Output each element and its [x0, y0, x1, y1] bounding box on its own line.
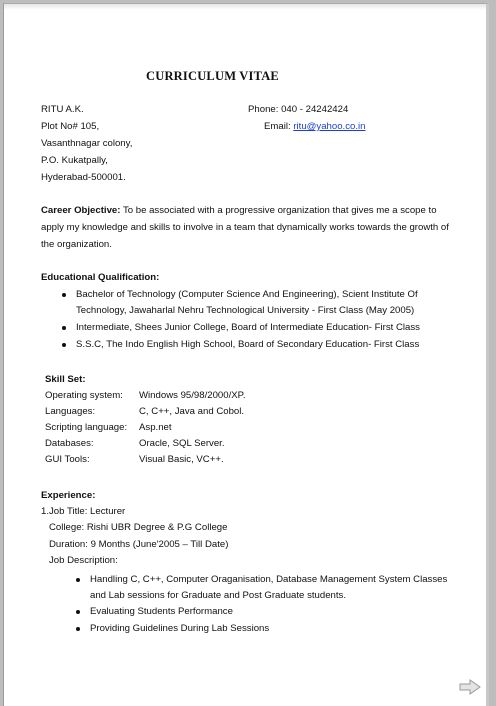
education-item: Intermediate, Shees Junior College, Board of Intermediate Education- First Class	[76, 322, 420, 333]
email-label: Email:	[264, 121, 291, 132]
address-line: P.O. Kukatpally,	[41, 155, 108, 166]
career-objective-text: To be associated with a progressive organization that gives me a scope to	[122, 205, 437, 216]
skill-value: Asp.net	[139, 422, 172, 433]
bullet-icon	[62, 343, 66, 347]
career-objective-text: apply my knowledge and skills to involve in a team that dynamically works towards the growth of	[41, 222, 449, 233]
skill-label: Databases:	[45, 438, 94, 449]
skills-heading: Skill Set:	[45, 374, 86, 385]
skill-value: C, C++, Java and Cobol.	[139, 406, 245, 417]
career-objective-line	[41, 203, 437, 220]
education-item: Bachelor of Technology (Computer Science And Engineering), Scient Institute Of	[76, 289, 418, 300]
job-duty: Evaluating Students Performance	[90, 606, 233, 617]
job-title: 1.Job Title: Lecturer	[41, 506, 126, 517]
bullet-icon	[62, 293, 66, 297]
bullet-icon	[76, 627, 80, 631]
skill-label: Languages:	[45, 406, 96, 417]
career-objective-label: Career Objective:	[41, 205, 121, 216]
skill-label: Scripting language:	[45, 422, 128, 433]
skill-value: Windows 95/98/2000/XP.	[139, 390, 246, 401]
phone: Phone: 040 - 24242424	[248, 104, 349, 115]
bullet-icon	[76, 610, 80, 614]
resume-page	[3, 3, 489, 706]
bullet-icon	[76, 578, 80, 582]
experience-heading: Experience:	[41, 490, 96, 501]
bullet-icon	[62, 326, 66, 330]
job-description-label: Job Description:	[49, 555, 118, 566]
page-title: CURRICULUM VITAE	[146, 69, 279, 83]
skill-value: Visual Basic, VC++.	[139, 454, 224, 465]
education-item: S.S.C, The Indo English High School, Board of Secondary Education- First Class	[76, 339, 420, 350]
email-row	[264, 119, 365, 136]
skill-label: GUI Tools:	[45, 454, 90, 465]
next-arrow-icon[interactable]	[459, 679, 481, 695]
skill-value: Oracle, SQL Server.	[139, 438, 225, 449]
skill-label: Operating system:	[45, 390, 123, 401]
address-line: Vasanthnagar colony,	[41, 138, 133, 149]
education-heading: Educational Qualification:	[41, 272, 160, 283]
job-duration: Duration: 9 Months (June'2005 – Till Date)	[49, 539, 229, 550]
job-duty: Handling C, C++, Computer Oraganisation, Database Management System Classes	[90, 574, 448, 585]
job-duty-cont: and Lab sessions for Graduate and Post Graduate students.	[90, 590, 346, 601]
job-college: College: Rishi UBR Degree & P.G College	[49, 522, 228, 533]
contact-name: RITU A.K.	[41, 104, 84, 115]
career-objective-text: the organization.	[41, 239, 112, 250]
email-link[interactable]: ritu@yahoo.co.in	[293, 121, 366, 132]
address-line: Hyderabad-500001.	[41, 172, 126, 183]
address-line: Plot No# 105,	[41, 121, 100, 132]
job-duty: Providing Guidelines During Lab Sessions	[90, 623, 270, 634]
education-item-cont: Technology, Jawaharlal Nehru Technological University - First Class (May 2005)	[76, 305, 415, 316]
